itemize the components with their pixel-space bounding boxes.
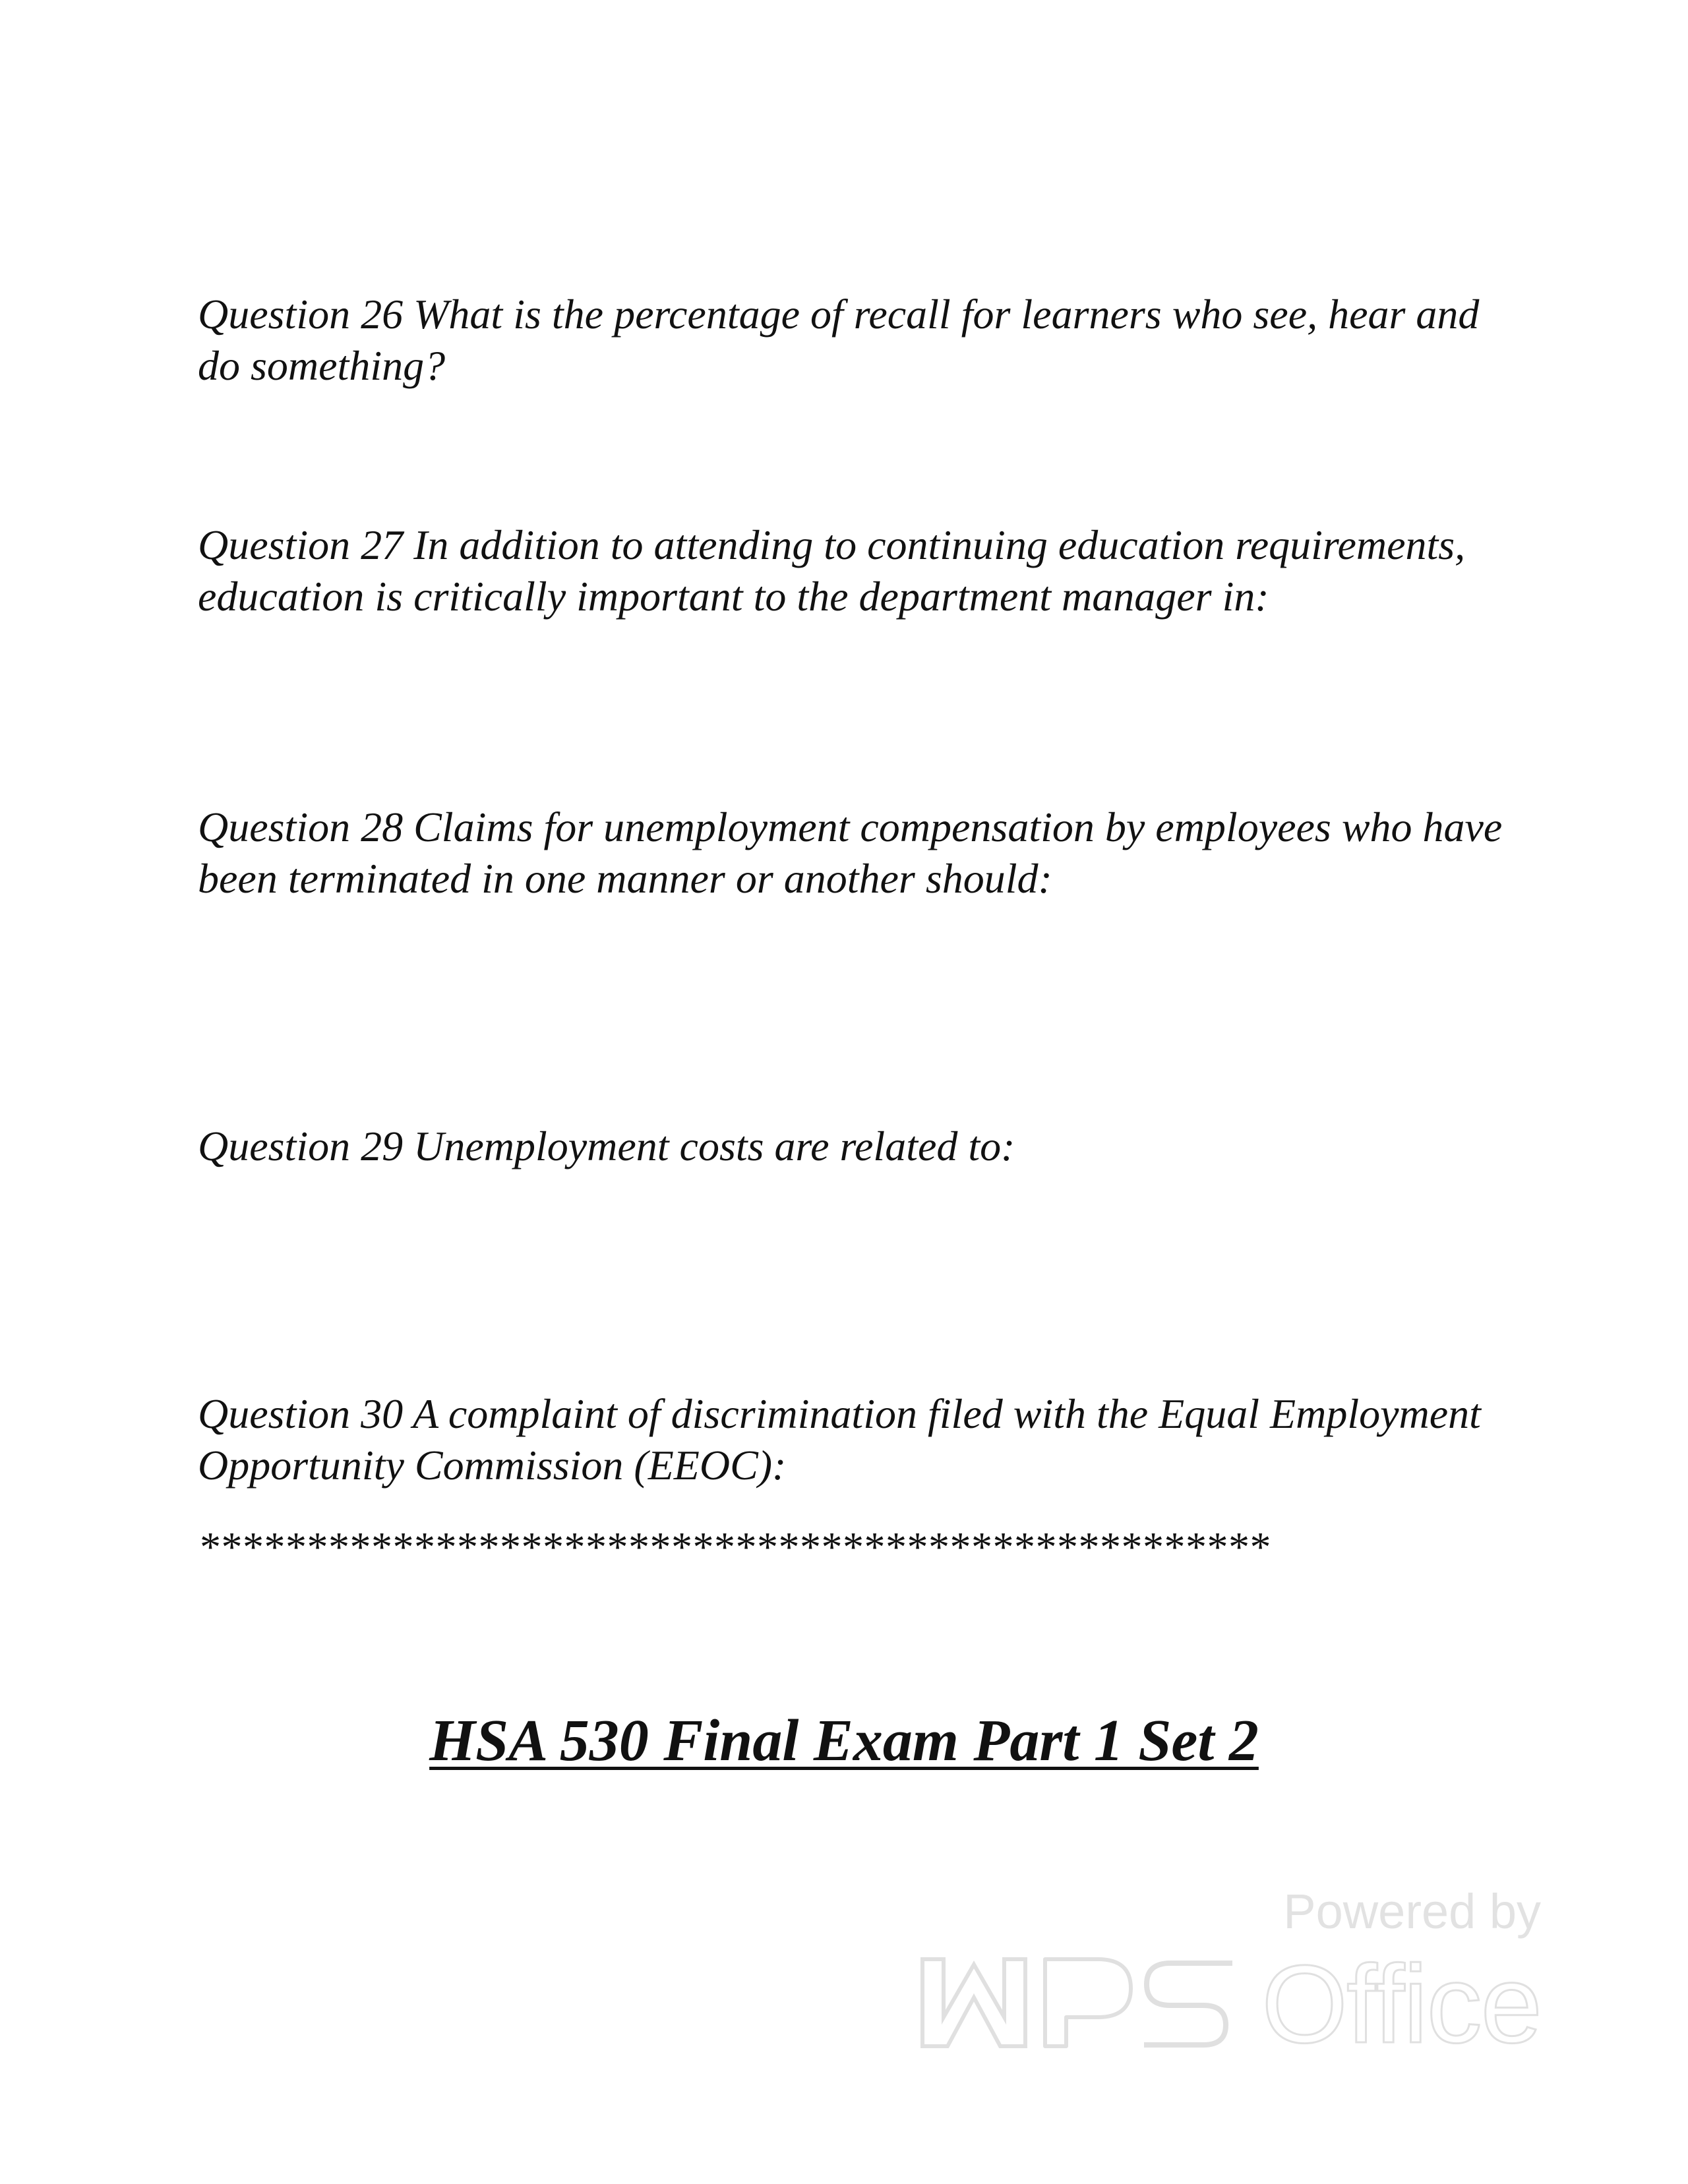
question-29: Question 29 Unemployment costs are related to: <box>198 1123 1015 1169</box>
section-title: HSA 530 Final Exam Part 1 Set 2 <box>429 1708 1259 1773</box>
question-30: Question 30 A complaint of discrimination filed with the Equal Employment Opportunity Commission (EEOC): <box>198 1390 1481 1489</box>
question-26: Question 26 What is the percentage of recall for learners who see, hear and do something? <box>198 291 1480 389</box>
question-27: Question 27 In addition to attending to continuing education requirements, education is critically important to the department manager in: <box>198 521 1466 620</box>
watermark-brand-text: WPS <box>920 1954 922 1955</box>
asterisk-divider: ************************************************** <box>198 1523 1269 1570</box>
wps-office-watermark <box>920 1884 1553 2066</box>
question-28: Question 28 Claims for unemployment compensation by employees who have been terminated in one manner or another should: <box>198 804 1503 902</box>
watermark-office-text: Office <box>1261 1942 1541 2066</box>
watermark-powered-by: Powered by <box>1283 1884 1541 1939</box>
